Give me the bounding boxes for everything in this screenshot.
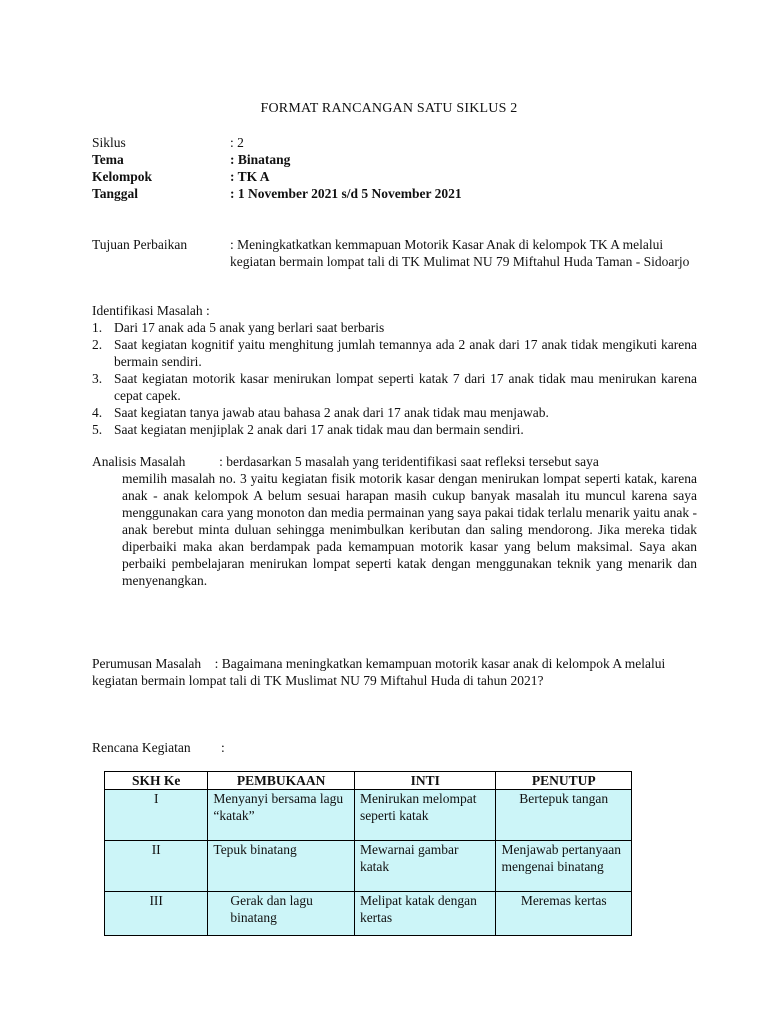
list-text: Saat kegiatan tanya jawab atau bahasa 2 anak dari 17 anak tidak mau menjawab. <box>114 405 549 420</box>
list-text: Saat kegiatan motorik kasar menirukan lompat seperti katak 7 dari 17 anak tidak mau menirukan karena cepat capek. <box>114 371 697 403</box>
analisis-text: memilih masalah no. 3 yaitu kegiatan fisik motorik kasar dengan menirukan lompat seperti katak, karena anak - anak kelompok A belum sesuai harapan masih cukup banyak masalah itu muncul karena saya menggunakan cara yang monoton dan media permainan yang saya pakai tidak terlalu menarik yaitu anak - anak berebut minta duluan sehingga menimbulkan keributan dan saling mendorong. Jika mereka tidak diperbaiki maka akan berdampak pada kemampuan motorik kasar yang belum maksimal. Saya akan perbaiki pembelajaran menirukan lompat seperti katak dengan menggunakan teknik yang menarik dan menyenangkan. <box>122 471 697 588</box>
list-text: Saat kegiatan menjiplak 2 anak dari 17 anak tidak mau dan bermain sendiri. <box>114 422 524 437</box>
list-item <box>92 421 697 438</box>
rencana-colon: : <box>220 740 225 755</box>
header-skh: SKH Ke <box>105 772 208 790</box>
list-number: 1. <box>92 320 103 335</box>
cell-inti: Mewarnai gambar katak <box>354 841 496 892</box>
list-number: 3. <box>92 371 103 386</box>
cell-penutup: Meremas kertas <box>496 892 632 936</box>
table-row <box>105 841 632 892</box>
table-header-row <box>105 772 632 790</box>
list-text: Dari 17 anak ada 5 anak yang berlari saat berbaris <box>114 320 385 335</box>
kegiatan-table <box>104 771 632 936</box>
cell-penutup: Menjawab pertanyaan mengenai binatang <box>496 841 632 892</box>
list-number: 2. <box>92 337 103 352</box>
meta-value: : Binatang <box>230 152 291 167</box>
cell-penutup: Bertepuk tangan <box>496 790 632 841</box>
list-number: 4. <box>92 405 103 420</box>
meta-label: Tema <box>92 152 124 167</box>
meta-value: : 1 November 2021 s/d 5 November 2021 <box>230 186 462 201</box>
analisis-first-text: : berdasarkan 5 masalah yang teridentifikasi saat refleksi tersebut saya <box>219 454 599 469</box>
tujuan-label: Tujuan Perbaikan <box>92 237 188 252</box>
list-item <box>92 370 697 404</box>
document-title: FORMAT RANCANGAN SATU SIKLUS 2 <box>260 101 518 116</box>
perumusan-text: : Bagaimana meningkatkan kemampuan motorik kasar anak di kelompok A melalui kegiatan bermain lompat tali di TK Muslimat NU 79 Miftahul Huda di tahun 2021? <box>92 656 666 688</box>
cell-pembukaan: Gerak dan lagu binatang <box>208 892 355 936</box>
identifikasi-list <box>92 319 697 438</box>
meta-value: : TK A <box>230 169 270 184</box>
list-item <box>92 336 697 370</box>
cell-skh: III <box>105 892 208 936</box>
cell-inti: Menirukan melompat seperti katak <box>354 790 496 841</box>
analisis-first-line <box>92 453 697 470</box>
header-inti: INTI <box>354 772 496 790</box>
table-row <box>105 892 632 936</box>
list-item <box>92 319 697 336</box>
meta-label: Kelompok <box>92 169 153 184</box>
rencana-section <box>92 739 225 756</box>
analisis-label: Analisis Masalah <box>92 454 186 469</box>
cell-skh: II <box>105 841 208 892</box>
perumusan-section <box>92 655 697 689</box>
cell-pembukaan: Menyanyi bersama lagu “katak” <box>208 790 355 841</box>
perumusan-label: Perumusan Masalah <box>92 656 202 671</box>
meta-label: Siklus <box>92 135 126 150</box>
meta-value: : 2 <box>230 135 244 150</box>
tujuan-text: : Meningkatkatkan kemmapuan Motorik Kasar Anak di kelompok TK A melalui kegiatan bermain lompat tali di TK Mulimat NU 79 Miftahul Huda Taman - Sidoarjo <box>230 237 690 269</box>
list-item <box>92 404 697 421</box>
meta-label: Tanggal <box>92 186 139 201</box>
cell-inti: Melipat katak dengan kertas <box>354 892 496 936</box>
list-number: 5. <box>92 422 103 437</box>
cell-pembukaan: Tepuk binatang <box>208 841 355 892</box>
header-pembukaan: PEMBUKAAN <box>208 772 355 790</box>
header-penutup: PENUTUP <box>496 772 632 790</box>
cell-skh: I <box>105 790 208 841</box>
table-row <box>105 790 632 841</box>
analisis-section <box>92 453 697 589</box>
rencana-label: Rencana Kegiatan <box>92 740 191 755</box>
list-text: Saat kegiatan kognitif yaitu menghitung jumlah temannya ada 2 anak dari 17 anak tidak mengikuti karena bermain sendiri. <box>114 337 697 369</box>
identifikasi-title: Identifikasi Masalah : <box>92 303 210 318</box>
